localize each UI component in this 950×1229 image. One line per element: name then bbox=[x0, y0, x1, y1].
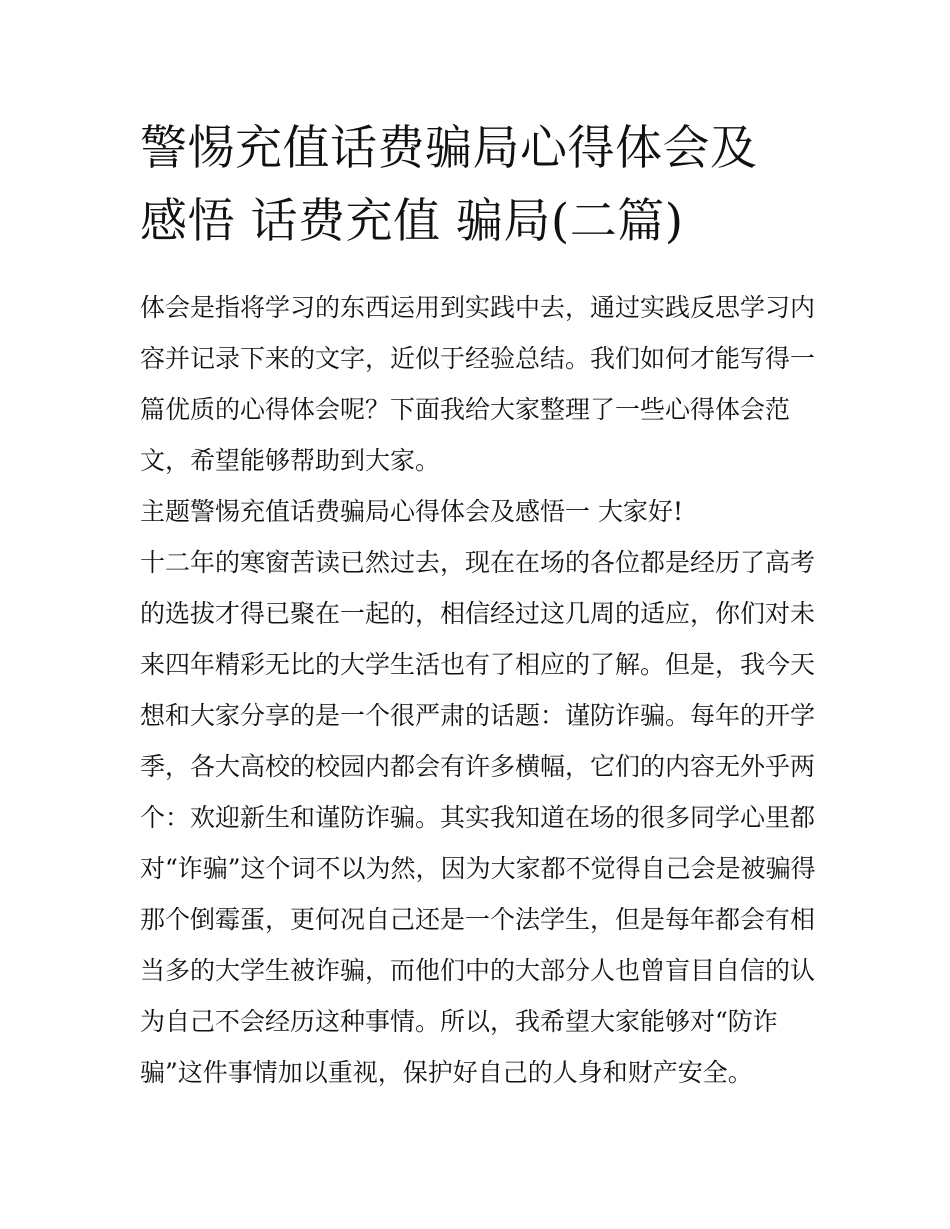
title-line: 感悟 话费充值 骗局(二篇) bbox=[140, 194, 684, 249]
text-line: 体会是指将学习的东西运用到实践中去，通过实践反思学习内 bbox=[140, 293, 816, 322]
text-line: 想和大家分享的是一个很严肃的话题：谨防诈骗。每年的开学 bbox=[140, 701, 816, 730]
text-line: 那个倒霉蛋，更何况自己还是一个法学生，但是每年都会有相 bbox=[140, 905, 816, 934]
text-line: 十二年的寒窗苦读已然过去，现在在场的各位都是经历了高考 bbox=[140, 548, 816, 577]
document-title bbox=[140, 112, 820, 258]
text-line: 季，各大高校的校园内都会有许多横幅，它们的内容无外乎两 bbox=[140, 752, 816, 781]
text-line: 的选拔才得已聚在一起的，相信经过这几周的适应，你们对未 bbox=[140, 599, 816, 628]
text-line: 对“诈骗”这个词不以为然，因为大家都不觉得自己会是被骗得 bbox=[140, 854, 816, 883]
text-line: 容并记录下来的文字，近似于经验总结。我们如何才能写得一 bbox=[140, 344, 816, 373]
text-line: 篇优质的心得体会呢？下面我给大家整理了一些心得体会范 bbox=[140, 395, 791, 424]
text-line: 文，希望能够帮助到大家。 bbox=[140, 446, 441, 475]
text-line: 骗”这件事情加以重视，保护好自己的人身和财产安全。 bbox=[140, 1058, 753, 1087]
section-heading-paragraph bbox=[140, 486, 820, 537]
text-line: 当多的大学生被诈骗，而他们中的大部分人也曾盲目自信的认 bbox=[140, 956, 816, 985]
title-line: 警惕充值话费骗局心得体会及 bbox=[140, 121, 758, 176]
text-line: 为自己不会经历这种事情。所以，我希望大家能够对“防诈 bbox=[140, 1007, 778, 1036]
text-line: 个：欢迎新生和谨防诈骗。其实我知道在场的很多同学心里都 bbox=[140, 803, 816, 832]
speech-paragraph bbox=[140, 537, 820, 1098]
text-line: 来四年精彩无比的大学生活也有了相应的了解。但是，我今天 bbox=[140, 650, 816, 679]
text-line: 主题警惕充值话费骗局心得体会及感悟一 大家好! bbox=[140, 497, 683, 526]
document-body bbox=[140, 282, 820, 1098]
intro-paragraph bbox=[140, 282, 820, 486]
